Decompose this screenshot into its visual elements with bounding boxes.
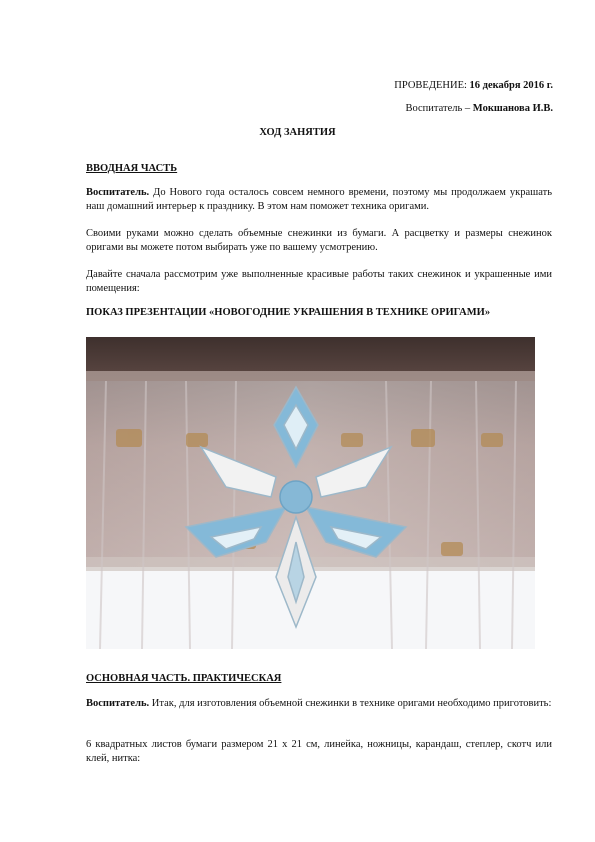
- main-heading: ОСНОВНАЯ ЧАСТЬ. ПРАКТИЧЕСКАЯ: [86, 673, 282, 684]
- date-value: 16 декабря 2016 г.: [469, 80, 553, 91]
- curtain-rod: [86, 371, 535, 381]
- teacher-label: Воспитатель –: [405, 103, 471, 114]
- main-paragraph-2: 6 квадратных листов бумаги размером 21 х 21 см, линейка, ножницы, карандаш, степлер, скотч или клей, нитка:: [86, 739, 552, 764]
- main-paragraph-1-text: Итак, для изготовления объемной снежинки в технике оригами необходимо приготовить:: [149, 698, 552, 709]
- intro-paragraph-1-text: До Нового года осталось совсем немного времени, поэтому мы продолжаем украшать наш домашний интерьер к празднику. В этом нам поможет техника оригами.: [86, 187, 552, 212]
- intro-paragraph-2: Своими руками можно сделать объемные снежинки из бумаги. А расцветку и размеры снежинок оригами вы можете потом выбирать уже по вашему усмотрению.: [86, 228, 552, 253]
- intro-paragraph-1: [86, 186, 552, 214]
- intro-paragraph-3: Давайте сначала рассмотрим уже выполненные красивые работы таких снежинок и украшенные ими помещения:: [86, 269, 552, 294]
- date-label: ПРОВЕДЕНИЕ:: [394, 80, 467, 91]
- teacher-name: Мокшанова И.В.: [472, 103, 553, 114]
- page-title: ХОД ЗАНЯТИЯ: [259, 127, 336, 138]
- origami-snowflake-photo: [86, 337, 535, 649]
- intro-heading: ВВОДНАЯ ЧАСТЬ: [86, 163, 178, 174]
- main-paragraph-1: [86, 697, 552, 711]
- presentation-heading: ПОКАЗ ПРЕЗЕНТАЦИИ «НОВОГОДНИЕ УКРАШЕНИЯ В ТЕХНИКЕ ОРИГАМИ»: [86, 307, 491, 318]
- date-line: [394, 80, 553, 91]
- teacher-line: [406, 103, 554, 114]
- speaker-label: Воспитатель.: [86, 698, 150, 709]
- speaker-label: Воспитатель.: [86, 187, 150, 198]
- snowflake-photo-svg: [86, 337, 535, 649]
